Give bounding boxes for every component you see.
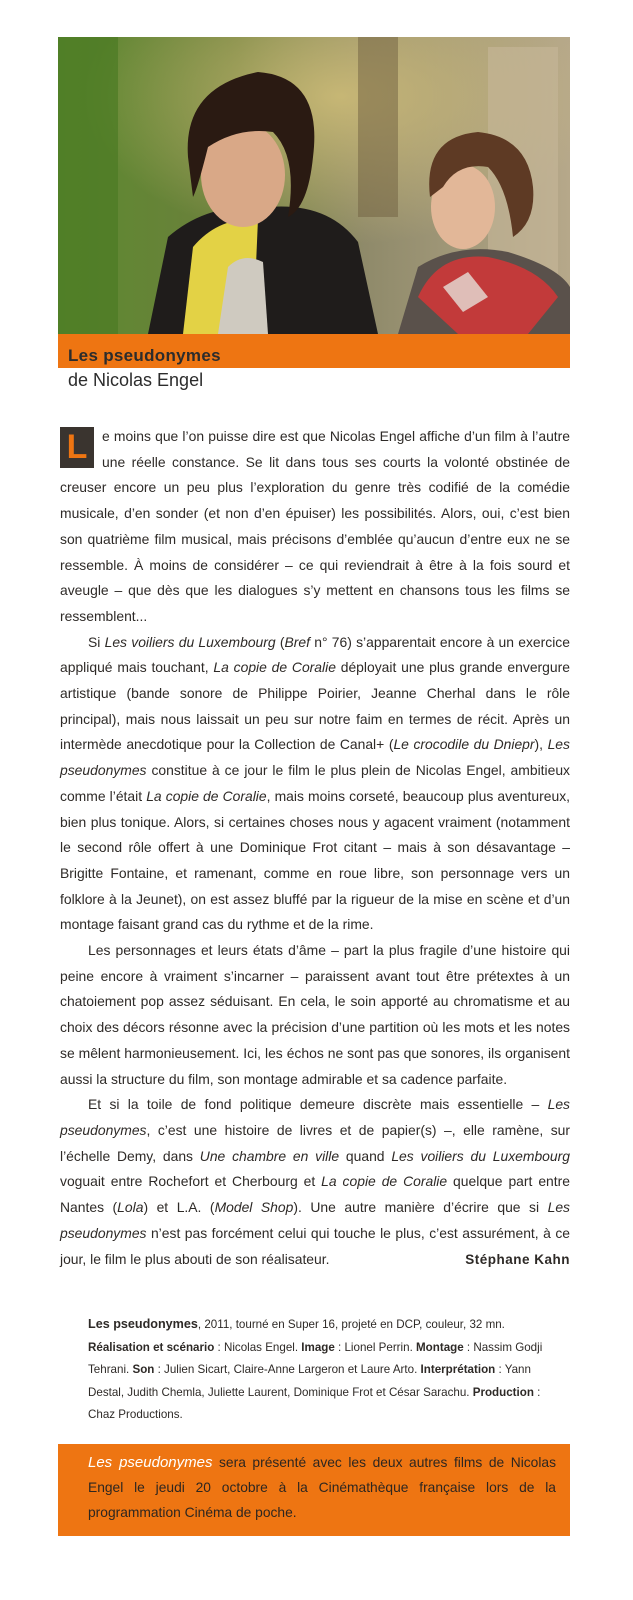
credit-label: Son (132, 1363, 155, 1376)
promo-text: sera présenté avec les deux autres films de Nicolas Engel le jeudi 20 octobre à la Cinémathèque française lors de la programmation Cinéma de poche. (88, 1455, 556, 1520)
text-span: , c’est une histoire de livres et de papier(s) –, elle ramène, sur l’échelle Demy, dans (60, 1121, 570, 1164)
credit-value: : Nassim Godji Tehrani. (88, 1340, 543, 1376)
article-paragraph-2 (60, 630, 570, 938)
credit-label: Montage (416, 1340, 464, 1354)
credit-value: : Lionel Perrin. (334, 1340, 417, 1354)
credit-label: Production (472, 1385, 534, 1399)
p1-text: e moins que l’on puisse dire est que Nicolas Engel affiche d’un film à l’autre une réelle constance. Se lit dans tous ses courts la volonté obstinée de creuser encore un peu plus l’exploration du genre très codifié de la comédie musicale, d’en sonder (et non d’en épuiser) les possibilités. Alors, oui, c’est bien son quatrième film musical, mais précisons d’emblée qu’aucun d’entre eux ne se ressemble. À moins de considérer – ce qui reviendrait à être à la fois sourd et aveugle – que dès que les dialogues s’y mettent en chansons tous les films se ressemblent... (60, 428, 570, 624)
film-title: Les pseudonymes (60, 1199, 571, 1241)
magazine-title: Bref (284, 633, 310, 650)
film-title: Lola (117, 1199, 144, 1216)
film-title: Les pseudonymes (60, 736, 570, 779)
credit-label: Interprétation (420, 1363, 496, 1376)
film-title: Les voiliers du Luxembourg (104, 633, 276, 650)
text-span: constitue à ce jour le film le plus plein de Nicolas Engel, ambitieux comme l’était (60, 762, 570, 804)
credit-value: : Chaz Productions. (88, 1385, 541, 1421)
credit-label: Image (301, 1340, 335, 1354)
caption-title: Les pseudonymes (68, 346, 221, 365)
credit-value: : Julien Sicart, Claire-Anne Largeron et Laure Arto. (154, 1363, 421, 1376)
credits-text: , 2011, tourné en Super 16, projeté en DCP, couleur, 32 mn. (197, 1318, 505, 1331)
screening-promo-box (58, 1444, 570, 1536)
text-span: ). Une autre manière d’écrire que si (293, 1199, 548, 1216)
text-span: n’est pas forcément celui qui touche le plus, c’est assurément, à ce jour, le film le plus abouti de son réalisateur. (60, 1224, 570, 1267)
text-span: n° 76) s’apparentait encore à un exercice appliqué mais touchant, (60, 633, 570, 676)
text-span: quand (339, 1147, 392, 1164)
film-title: Le crocodile du Dniepr (393, 736, 535, 753)
text-span: ), (534, 736, 548, 753)
film-title: La copie de Coralie (213, 659, 336, 676)
text-span: voguait entre Rochefort et Cherbourg et (60, 1173, 322, 1190)
text-span: Si (88, 633, 105, 650)
text-span: déployait une plus grande envergure artistique (bande sonore de Philippe Poirier, Jeanne Cherhal dans le rôle principal), mais nous laissait un peu sur notre faim en termes de récit. Après un intermède anecdotique pour la Collection de Canal+ ( (60, 659, 570, 753)
film-title: Une chambre en ville (199, 1147, 340, 1164)
film-title: Model Shop (214, 1199, 294, 1216)
author-signature: Stéphane Kahn (465, 1251, 570, 1267)
film-title: Les voiliers du Luxembourg (391, 1147, 570, 1164)
film-title: La copie de Coralie (321, 1173, 448, 1190)
credit-value: : Nicolas Engel. (214, 1340, 302, 1354)
film-title: La copie de Coralie (146, 787, 267, 804)
film-credits (88, 1313, 558, 1427)
caption-subtitle: de Nicolas Engel (68, 370, 204, 390)
text-span: ) et L.A. ( (143, 1199, 215, 1216)
credit-label: Réalisation et scénario (88, 1340, 215, 1354)
article-body (60, 424, 570, 1272)
credits-film-title: Les pseudonymes (88, 1317, 198, 1331)
text-span: , mais moins corseté, beaucoup plus aventureux, bien plus tonique. Alors, si certaines choses nous y agacent vraiment (notamment le second rôle offert à une Dominique Frot citant – mais à son désavantage – Brigitte Fontaine, et ramenant, comme en roue libre, son personnage vers un folklore à la Jeunet), on est assez bluffé par la rigueur de la mise en scène et d’un montage faisant grand cas du rythme et de la rime. (60, 787, 570, 933)
film-still-image-icon (58, 37, 570, 334)
article-paragraph-3: Les personnages et leurs états d’âme – part la plus fragile d’une histoire qui peine encore à vraiment s’incarner – paraissent avant tout être prétextes à un chatoiement pop assez séduisant. En cela, le soin apporté au chromatisme et au choix des décors résonne avec la précision d’une partition où les mots et les notes se mêlent harmonieusement. Ici, les échos ne sont pas que sonores, ils organisent aussi la structure du film, son montage admirable et sa cadence parfaite. (60, 942, 570, 1087)
article-paragraph-4 (60, 1092, 570, 1272)
text-span: ( (275, 633, 285, 650)
credit-value: : Yann Destal, Judith Chemla, Juliette Laurent, Dominique Frot et César Sarachu. (88, 1363, 531, 1399)
text-span: Et si la toile de fond politique demeure discrète mais essentielle – (88, 1096, 548, 1113)
promo-film-title: Les pseudonymes (88, 1454, 213, 1471)
dropcap-letter: L (60, 427, 94, 468)
film-title: Les pseudonymes (60, 1096, 570, 1138)
article-paragraph-1 (60, 424, 570, 630)
text-span: quelque part entre Nantes ( (60, 1173, 570, 1216)
film-still-photo (58, 37, 570, 334)
